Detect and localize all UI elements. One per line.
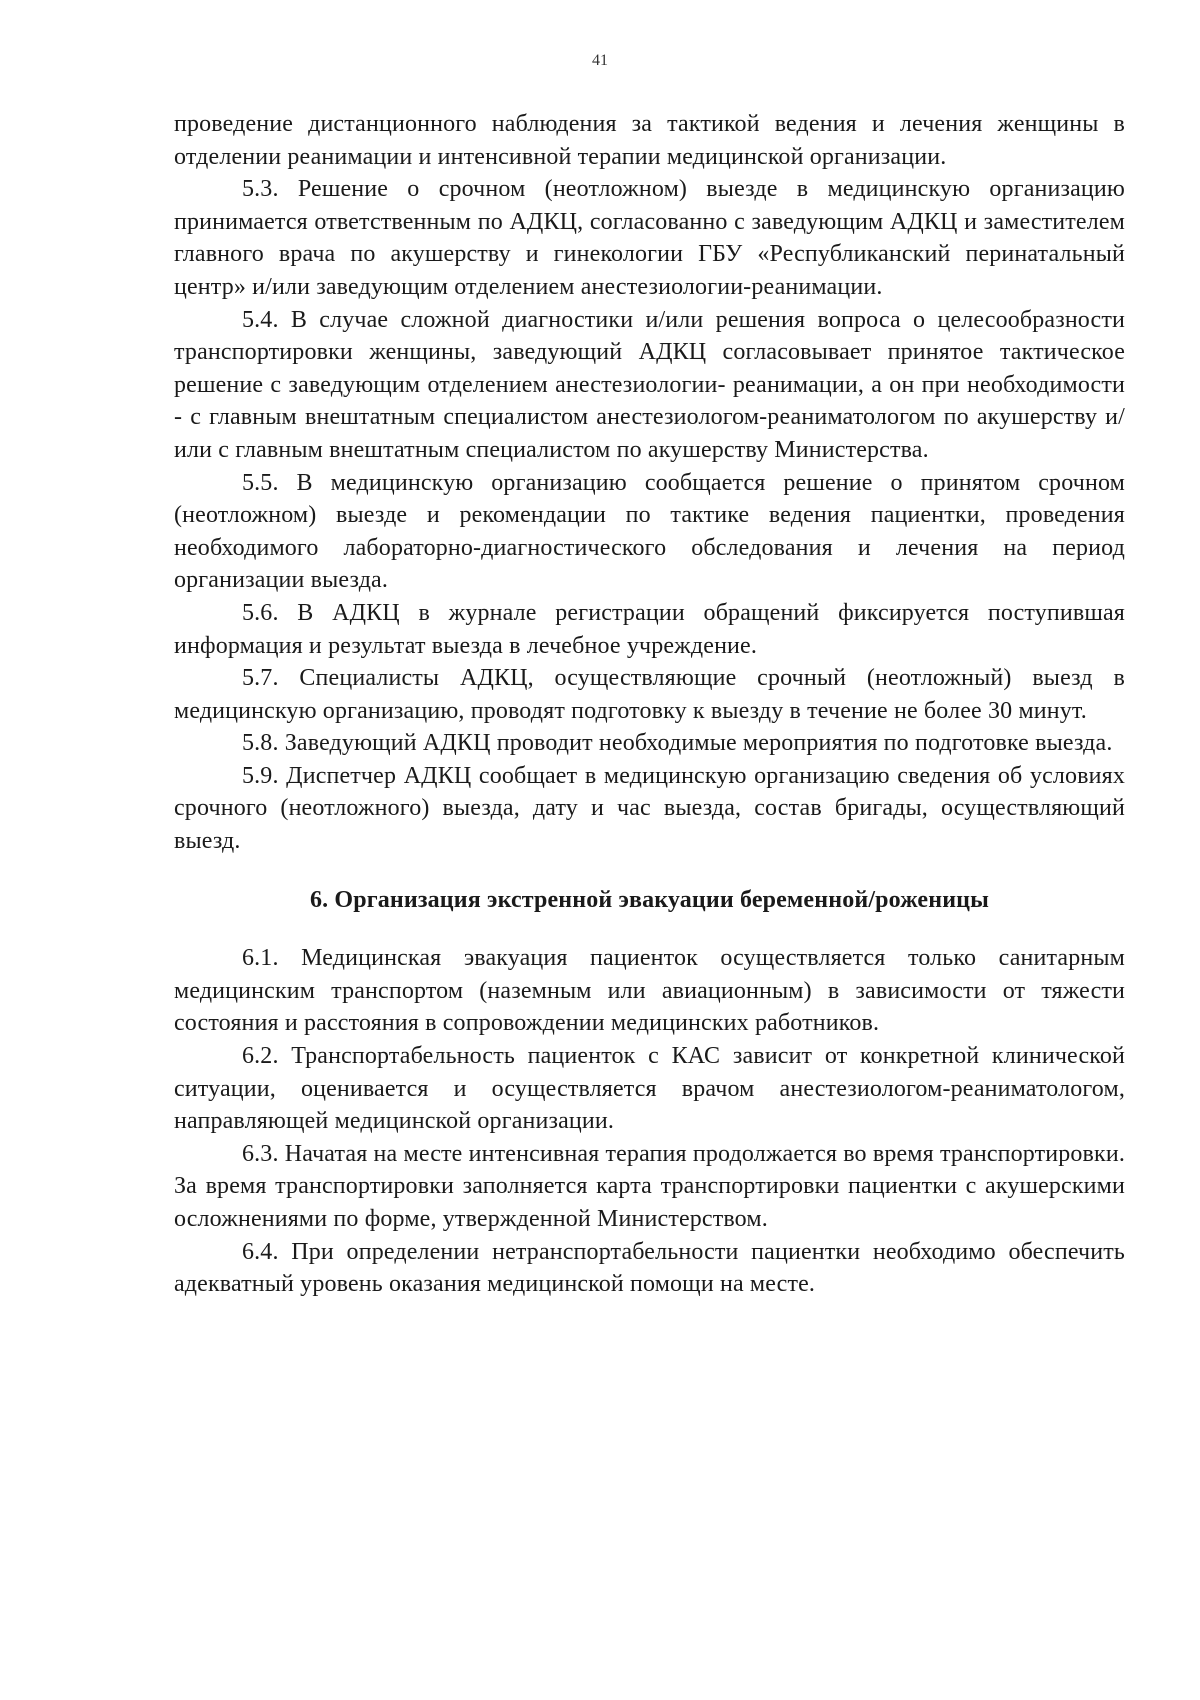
paragraph-continuation: проведение дистанционного наблюдения за тактикой ведения и лечения женщины в отделении реанимации и интенсивной терапии медицинской организации. — [174, 111, 1125, 170]
paragraph-6-1: 6.1. Медицинская эвакуация пациенток осуществляется только санитарным медицинским транспортом (наземным или авиационным) в зависимости от тяжести состояния и расстояния в сопровождении медицинских работников. — [174, 945, 1125, 1037]
paragraph-6-3: 6.3. Начатая на месте интенсивная терапия продолжается во время транспортировки. За время транспортировки заполняется карта транспортировки пациентки с акушерскими осложнениями по форме, утвержденной Министерством. — [174, 1140, 1125, 1232]
paragraphs-after-section — [174, 942, 1125, 1301]
paragraph-5-5: 5.5. В медицинскую организацию сообщается решение о принятом срочном (неотложном) выезде и рекомендации по тактике ведения пациентки, проведения необходимого лабораторно-диагностического обследования и лечения на период организации выезда. — [174, 469, 1125, 594]
page-number: 41 — [592, 52, 608, 69]
paragraph-5-7: 5.7. Специалисты АДКЦ, осуществляющие срочный (неотложный) выезд в медицинскую организацию, проводят подготовку к выезду в течение не более 30 минут. — [174, 665, 1125, 724]
paragraph-5-9: 5.9. Диспетчер АДКЦ сообщает в медицинскую организацию сведения об условиях срочного (неотложного) выезда, дату и час выезда, состав бригады, осуществляющий выезд. — [174, 762, 1125, 855]
paragraph-6-4: 6.4. При определении нетранспортабельности пациентки необходимо обеспечить адекватный уровень оказания медицинской помощи на месте. — [174, 1238, 1125, 1298]
section-heading: 6. Организация экстренной эвакуации беременной/роженицы — [309, 886, 990, 913]
paragraph-5-4: 5.4. В случае сложной диагностики и/или решения вопроса о целесообразности транспортировки женщины, заведующий АДКЦ согласовывает принятое тактическое решение с заведующим отделением анестезиологии- реанимации, а он при необходимости - с главным внештатным специалистом анестезиологом-реаниматологом по акушерству и/или с главным внештатным специалистом по акушерству Министерства. — [174, 306, 1125, 463]
paragraph-5-3: 5.3. Решение о срочном (неотложном) выезде в медицинскую организацию принимается ответственным по АДКЦ, согласованно с заведующим АДКЦ и заместителем главного врача по акушерству и гинекологии ГБУ «Республиканский перинатальный центр» и/или заведующим отделением анестезиологии-реанимации. — [174, 176, 1125, 300]
paragraph-5-6: 5.6. В АДКЦ в журнале регистрации обращений фиксируется поступившая информация и результат выезда в лечебное учреждение. — [174, 599, 1125, 659]
paragraph-5-8: 5.8. Заведующий АДКЦ проводит необходимые мероприятия по подготовке выезда. — [242, 730, 1113, 757]
paragraphs-before-section — [174, 108, 1125, 858]
paragraph-6-2: 6.2. Транспортабельность пациенток с КАС зависит от конкретной клинической ситуации, оценивается и осуществляется врачом анестезиологом-реаниматологом, направляющей медицинской организации. — [174, 1043, 1125, 1135]
document-body — [174, 108, 1125, 1301]
